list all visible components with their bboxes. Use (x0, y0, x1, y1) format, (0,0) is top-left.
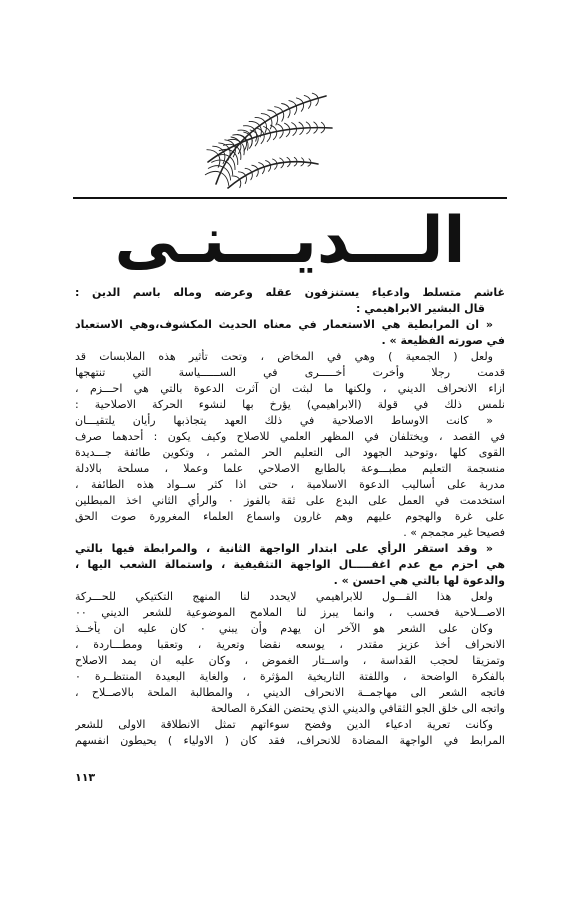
frond-leaflet (257, 128, 264, 134)
frond-leaflet (255, 117, 265, 121)
text-line: « ان المرابطية هي الاستعمار في معناه الحديث المكشوف،وهي الاستعباد (75, 318, 493, 331)
frond-leaflet (223, 152, 225, 164)
frond-leaflet (245, 168, 252, 172)
text-line: ولعل هذا القـــول للابراهيمي لايحدد لنا المنهج التكتيكي للحـــركة (75, 590, 493, 603)
chapter-title: الـــديـــنـى (114, 204, 466, 278)
frond-leaflet (268, 110, 277, 115)
frond-leaflet (273, 159, 277, 164)
frond-leaflet (312, 93, 318, 98)
frond-leaflet (238, 172, 245, 176)
frond-leaflet (296, 98, 303, 103)
frond-leaflet (261, 114, 270, 119)
frond-leaflet (213, 146, 224, 151)
frond-leaflet (304, 95, 310, 100)
text-line: ازاء الانحراف الديني ، ولكنها ما لبثت ان آثرت الدعوة بالتي هي احـــزم ، (75, 382, 505, 395)
frond-leaflet (249, 121, 260, 125)
frond-leaflet (285, 123, 290, 129)
frond-leaflet (282, 112, 284, 122)
page-number: ١١٣ (75, 771, 96, 784)
frond-leaflet (266, 161, 271, 165)
text-line: الانحراف أخذ عزيز مقتدر ، يوسعه نقضا وتعرية ، وتعقبا ومطـــاردة ، (75, 638, 505, 651)
text-line: غاشم متسلط وادعياء يستنزفون عقله وعرضه وماله باسم الدين : (75, 286, 505, 299)
palm-fronds-ornament-icon (198, 84, 338, 192)
text-line: قدمت رجلا وأخرت أخـــــرى في الســــــياسة التي تنتهجها (75, 366, 505, 379)
text-line: ولعل ( الجمعية ) وهي في المخاض ، وتحت تأثير هذه الملابسات قد (75, 350, 493, 363)
text-line: هي احزم مع عدم اغفـــــال الواجهة التثقيفية ، واستمالة الشعب اليها ، (75, 558, 505, 571)
text-line: القوى كلها ،وتوحيد الجهود الى التعليم الحر المثمر ، وتكوين طائفة جـــديدة (75, 446, 505, 459)
text-line: فصيحا غير مجمجم » . (403, 526, 505, 539)
frond-leaflet (289, 101, 296, 106)
top-divider (73, 197, 507, 199)
text-line: منسجمة التعليم مطبـــوعة بالطابع الاصلاحي علما وعملا ، مسلحة بالادلة (75, 462, 505, 475)
text-line: « وقد استقر الرأي على ابتدار الواجهة الثانية ، والمرابطة فيها بالتي (75, 542, 493, 555)
text-line: مدربة على أساليب الدعوة الاسلامية ، حتى اذا كثر ســواد هذه الطائفة ، (75, 478, 505, 491)
frond-leaflet (240, 179, 241, 187)
frond-leaflet (314, 122, 318, 128)
text-line: على غرة والهجوم عليهم وهم غارون واسماع العلماء المغرورة صوت الحق (75, 510, 505, 523)
frond-leaflet (321, 128, 325, 133)
frond-leaflet (208, 166, 223, 169)
frond-leaflet (276, 115, 278, 125)
text-line: « كانت الاوساط الاصلاحية في ذلك العهد يتجاذبها رأيان يلتقيـــان (75, 414, 493, 427)
frond-leaflet (270, 118, 272, 129)
frond-leaflet (229, 157, 235, 170)
frond-stem (228, 162, 318, 188)
frond-leaflet (282, 104, 290, 109)
text-line: وتمزيقا لحجب القداسة ، واســتار الغموض ، وكان عليه ان يمد الاصلاح (75, 654, 505, 667)
frond-leaflet (275, 107, 283, 112)
text-line: في صورته الفظيعة » . (381, 334, 505, 347)
frond-leaflet (292, 123, 297, 129)
frond-leaflet (205, 171, 220, 174)
frond-leaflet (280, 158, 284, 163)
text-line: واتجه الى خلق الجو الثقافي والديني الذي يحتضن الفكرة الصالحة (210, 702, 505, 715)
frond-leaflet (252, 165, 258, 169)
frond-leaflet (207, 150, 218, 155)
text-line: المرابط في الواجهة المضادة للانحراف، فقد كان ( الاولياء ) يحيطون انفسهم (75, 734, 505, 747)
frond-leaflet (278, 124, 284, 130)
text-line: بالفكرة الواضحة ، واللفتة التاريخية المؤثرة ، والغاية البعيدة المنتظــرة ٠ (75, 670, 505, 683)
text-line: نلمس ذلك في قولة (الابراهيمي) يؤرخ بها لنشوء الحركة الاصلاحية : (75, 398, 505, 411)
text-line: والدعوة لها بالتي هي احسن » . (333, 574, 505, 587)
frond-leaflet (221, 173, 229, 186)
text-line: قال البشير الابراهيمي : (355, 302, 485, 315)
text-line: الاصـــلاحية فحسب ، وانما يبرز لنا الملامح الموضوعية للشعر الديني ٠٠ (75, 606, 505, 619)
text-line: وكانت تعرية ادعياء الدين وفضح سوءاتهم تمثل الانطلاقة الاولى للشعر (75, 718, 493, 731)
text-line: في القصد ، ويختلفان في المظهر العلمي للاصلاح وكيف يكون : أحدهما صرف (75, 430, 505, 443)
frond-leaflet (245, 175, 246, 183)
frond-leaflet (226, 162, 233, 175)
frond-leaflet (255, 130, 257, 142)
body-text (75, 285, 505, 749)
text-line: وكان على الشعر هو الآخر ان يهدم وأن يبني ٠ كان عليه ان يأخــذ (75, 622, 493, 635)
frond-leaflet (306, 122, 310, 128)
fronds-group (205, 93, 332, 188)
frond-leaflet (243, 126, 254, 130)
frond-leaflet (299, 122, 303, 128)
text-line: فاتجه الشعر الى مهاجمــة الانحراف الديني ، والمطالبة الملحة بالاصــلاح ، (75, 686, 505, 699)
text-line: استخدمت في العمل على البدع على ثقة بالفوز ٠ والرأي الثاني اخذ المبطلين (75, 494, 505, 507)
frond-leaflet (259, 163, 264, 167)
frond-leaflet (232, 176, 240, 179)
